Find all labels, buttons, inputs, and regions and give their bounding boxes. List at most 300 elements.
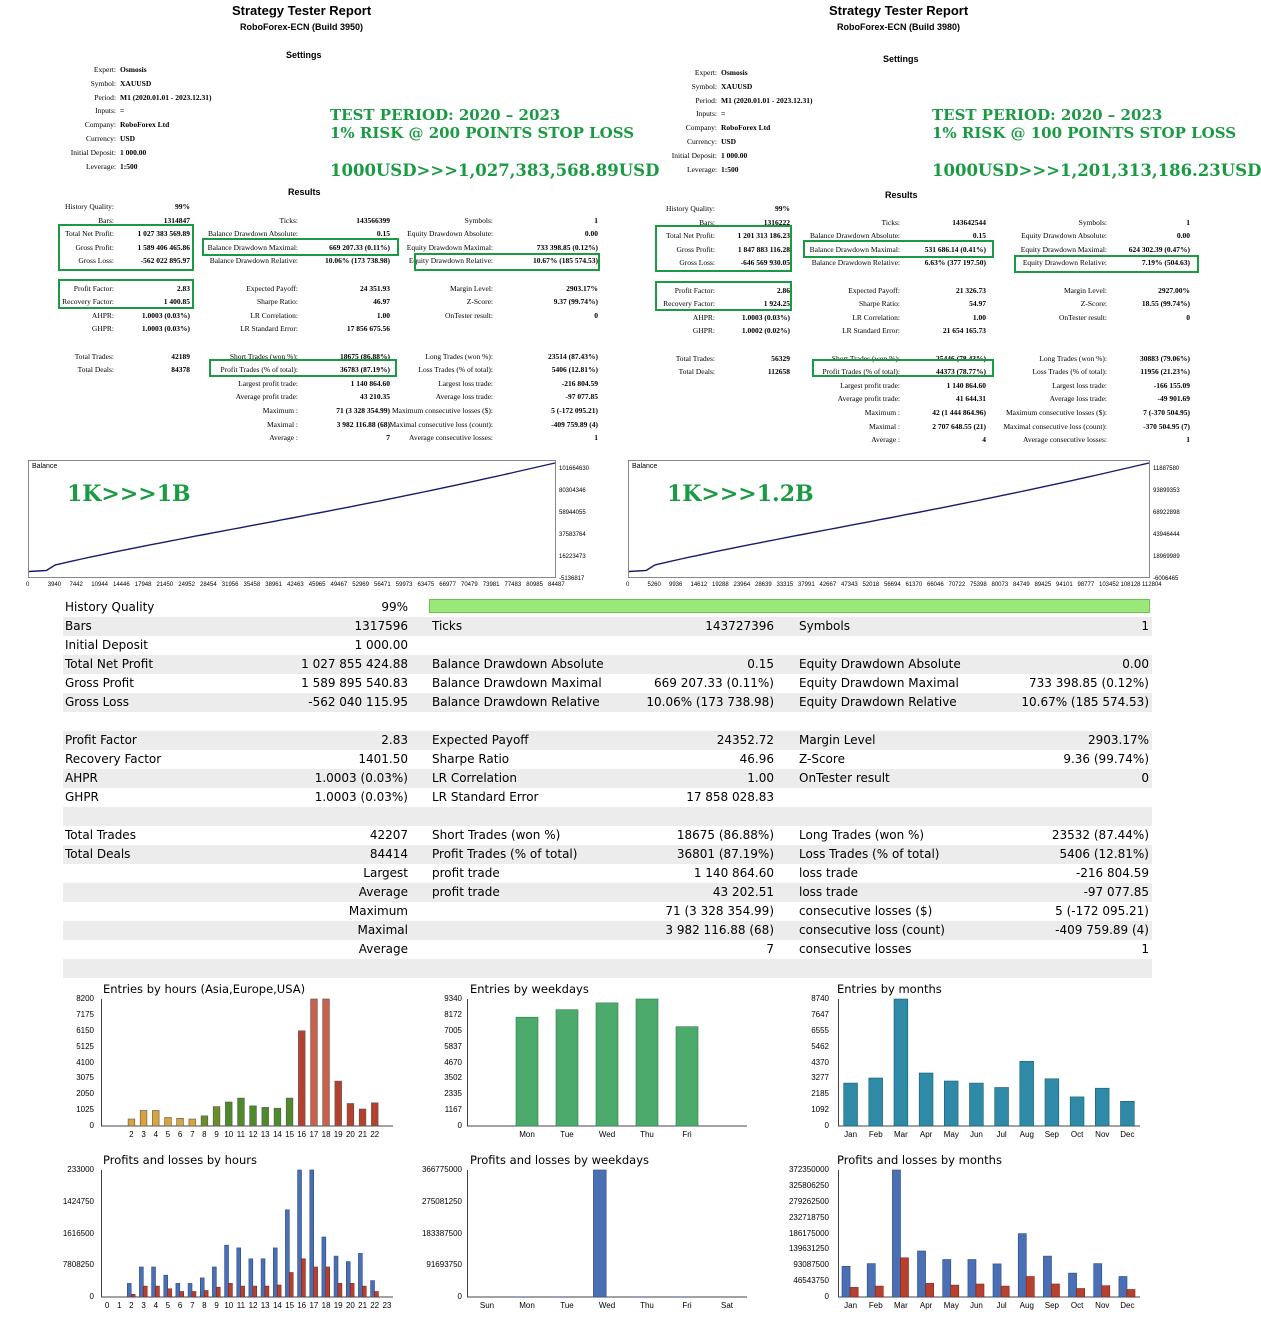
result-label: Maximal : bbox=[868, 421, 900, 431]
table-cell: GHPR bbox=[65, 790, 99, 804]
result-label: Balance Drawdown Relative: bbox=[811, 258, 900, 268]
table-cell: -97 077.85 bbox=[1083, 885, 1149, 899]
result-label: Loss Trades (% of total): bbox=[1032, 367, 1107, 377]
chart-axis bbox=[839, 999, 1141, 1126]
result-value: 99% bbox=[775, 204, 790, 213]
settings-row bbox=[40, 134, 135, 143]
balance-x-tick: 7442 bbox=[69, 582, 83, 588]
x-tick-label: Oct bbox=[1070, 1130, 1084, 1139]
result-label: Maximum : bbox=[864, 408, 900, 417]
result-value: 11956 (21.23%) bbox=[1140, 367, 1190, 377]
x-tick-label: 15 bbox=[285, 1301, 295, 1310]
settings-key: Initial Deposit: bbox=[671, 150, 717, 160]
table-cell: Equity Drawdown Relative bbox=[799, 695, 957, 709]
result-value: 143566399 bbox=[356, 215, 390, 225]
chart-plot bbox=[101, 999, 393, 1127]
highlight-box bbox=[58, 224, 194, 271]
result-label: Equity Drawdown Relative: bbox=[1022, 258, 1107, 268]
result-value: 9.37 (99.74%) bbox=[553, 297, 598, 307]
result-value: 1.00 bbox=[972, 312, 986, 322]
y-tick-label: 2185 bbox=[811, 1089, 829, 1099]
balance-x-tick: 66046 bbox=[927, 582, 944, 588]
result-label: AHPR: bbox=[91, 310, 114, 320]
settings-key: Inputs: bbox=[95, 106, 116, 116]
result-label: Z-Score: bbox=[1080, 299, 1107, 309]
balance-x-tick: 0 bbox=[26, 582, 30, 588]
balance-y-tick: 80304346 bbox=[559, 488, 586, 494]
balance-x-tick: 59973 bbox=[395, 582, 413, 588]
result-value: 0 bbox=[594, 310, 598, 320]
result-label: Profit Factor: bbox=[674, 285, 715, 295]
result-value: 733 398.85 (0.12%) bbox=[536, 242, 598, 252]
table-cell: 43 202.51 bbox=[712, 885, 774, 899]
loss-bar bbox=[229, 1283, 233, 1297]
balance-x-tick: 94101 bbox=[1056, 582, 1073, 588]
loss-bar bbox=[277, 1285, 281, 1297]
table-cell: 1 140 864.60 bbox=[693, 866, 774, 880]
result-label: Largest profit trade: bbox=[238, 378, 298, 388]
x-tick-label: 21 bbox=[358, 1301, 368, 1310]
table-row bbox=[63, 617, 1152, 636]
profit-bar bbox=[127, 1283, 131, 1297]
y-tick-label: 325806250 bbox=[788, 1180, 829, 1190]
result-value: 24 351.93 bbox=[360, 283, 390, 293]
result-value: 36783 (87.19%) bbox=[340, 365, 390, 375]
loss-bar bbox=[241, 1286, 245, 1297]
balance-label: Balance bbox=[32, 463, 58, 470]
loss-bar bbox=[1051, 1284, 1059, 1297]
table-cell: Largest bbox=[363, 866, 408, 880]
profit-bar bbox=[225, 1245, 229, 1297]
entries-bar bbox=[140, 1111, 147, 1127]
highlight-box bbox=[414, 253, 600, 271]
table-cell: loss trade bbox=[799, 885, 858, 899]
balance-label: Balance bbox=[632, 463, 658, 470]
x-tick-label: 22 bbox=[370, 1130, 380, 1139]
profit-bar bbox=[1094, 1264, 1102, 1297]
table-row bbox=[63, 902, 1152, 921]
y-tick-label: 8172 bbox=[444, 1009, 462, 1019]
table-cell: Maximal bbox=[357, 923, 408, 937]
result-value: 4 bbox=[982, 435, 986, 445]
loss-bar bbox=[1077, 1289, 1085, 1298]
balance-x-tick: 23964 bbox=[733, 582, 751, 588]
balance-x-tick: 0 bbox=[626, 582, 630, 588]
table-cell: 23532 (87.44%) bbox=[1051, 828, 1149, 842]
loss-bar bbox=[143, 1286, 147, 1297]
loss-bar bbox=[926, 1283, 934, 1297]
result-label: Average loss trade: bbox=[435, 392, 493, 402]
results-heading: Results bbox=[288, 187, 321, 197]
table-cell: Average bbox=[358, 942, 408, 956]
highlight-box bbox=[209, 359, 397, 377]
settings-row bbox=[40, 162, 138, 171]
entries-bar bbox=[944, 1081, 958, 1126]
profit-bar bbox=[593, 1170, 606, 1297]
x-tick-label: Dec bbox=[1120, 1130, 1135, 1139]
x-tick-label: 5 bbox=[165, 1130, 171, 1139]
table-cell: 9.36 (99.74%) bbox=[1063, 752, 1149, 766]
table-cell: Symbols bbox=[799, 619, 850, 633]
entries-bar bbox=[250, 1106, 257, 1126]
result-value: 54.97 bbox=[969, 299, 986, 309]
settings-key: Expert: bbox=[93, 65, 116, 74]
result-label: Margin Level: bbox=[1064, 285, 1107, 295]
result-value: 2.83 bbox=[176, 283, 190, 293]
x-tick-label: 8 bbox=[202, 1301, 207, 1310]
x-tick-label: 22 bbox=[370, 1301, 380, 1310]
settings-value: = bbox=[721, 109, 726, 119]
result-value: 42189 bbox=[171, 351, 190, 361]
entries-bar bbox=[311, 999, 318, 1126]
x-tick-label: Jan bbox=[844, 1301, 858, 1310]
settings-value: 1:500 bbox=[120, 161, 138, 171]
result-label: Balance Drawdown Absolute: bbox=[810, 231, 900, 241]
x-tick-label: 19 bbox=[333, 1130, 343, 1139]
profit-bar bbox=[285, 1210, 289, 1297]
table-cell: Equity Drawdown Maximal bbox=[799, 676, 959, 690]
balance-x-tick: 70479 bbox=[461, 582, 478, 588]
entries-bar bbox=[359, 1109, 366, 1126]
y-tick-label: 4670 bbox=[444, 1057, 462, 1067]
x-tick-label: Nov bbox=[1095, 1301, 1110, 1310]
y-tick-label: 0 bbox=[89, 1292, 94, 1301]
entries-bar bbox=[596, 1003, 618, 1126]
profit-bar bbox=[334, 1256, 338, 1297]
loss-bar bbox=[362, 1286, 366, 1297]
x-tick-label: 23 bbox=[382, 1301, 392, 1310]
y-tick-label: 3277 bbox=[811, 1073, 829, 1083]
report-subtitle: RoboForex-ECN (Build 3950) bbox=[240, 22, 364, 32]
result-value: 1 bbox=[594, 433, 598, 443]
x-tick-label: 19 bbox=[333, 1301, 343, 1310]
balance-x-tick: 21450 bbox=[156, 582, 174, 588]
profit-bar bbox=[164, 1275, 168, 1297]
y-tick-label: 1025 bbox=[76, 1105, 94, 1115]
profit-bar bbox=[152, 1267, 156, 1297]
table-cell: Initial Deposit bbox=[65, 638, 148, 652]
result-label: Balance Drawdown Relative: bbox=[209, 256, 298, 266]
result-label: Sharpe Ratio: bbox=[256, 297, 298, 307]
result-value: 2927.00% bbox=[1158, 285, 1190, 295]
y-tick-label: 0 bbox=[457, 1121, 462, 1130]
table-cell: 71 (3 328 354.99) bbox=[665, 904, 774, 918]
result-label: Total Net Profit: bbox=[64, 229, 114, 239]
settings-key: Period: bbox=[94, 92, 116, 102]
balance-x-tick: 61370 bbox=[905, 582, 923, 588]
table-row bbox=[63, 959, 1152, 978]
x-tick-label: Jan bbox=[844, 1130, 858, 1139]
settings-value: RoboForex Ltd bbox=[721, 123, 771, 133]
result-value: 46.97 bbox=[373, 297, 390, 307]
table-row bbox=[63, 598, 1152, 617]
loss-bar bbox=[338, 1283, 342, 1297]
entries-bar bbox=[262, 1107, 269, 1126]
results-row bbox=[600, 394, 1200, 407]
y-tick-label: 366775000 bbox=[421, 1165, 462, 1174]
table-cell: Sharpe Ratio bbox=[432, 752, 510, 766]
result-value: 143642544 bbox=[952, 217, 986, 227]
entries-bar bbox=[844, 1083, 858, 1126]
profit-bar bbox=[943, 1260, 951, 1298]
table-cell: History Quality bbox=[65, 600, 155, 614]
result-label: Total Trades: bbox=[675, 353, 715, 363]
balance-x-tick: 14446 bbox=[113, 582, 130, 588]
loss-bar bbox=[265, 1286, 269, 1297]
table-cell: consecutive losses ($) bbox=[799, 904, 933, 918]
settings-row bbox=[644, 151, 747, 160]
x-tick-label: Apr bbox=[919, 1130, 933, 1139]
balance-x-tick: 112804 bbox=[1142, 582, 1162, 588]
balance-x-tick: 10944 bbox=[91, 582, 108, 588]
balance-x-tick: 19288 bbox=[712, 582, 729, 588]
balance-x-tick: 17948 bbox=[134, 582, 152, 588]
loss-bar bbox=[951, 1285, 959, 1297]
result-value: 18.55 (99.74%) bbox=[1141, 299, 1190, 309]
balance-x-tick: 3940 bbox=[47, 582, 62, 588]
table-cell: 24352.72 bbox=[716, 733, 774, 747]
y-tick-label: 1167 bbox=[444, 1105, 462, 1115]
settings-key: Symbol: bbox=[90, 78, 116, 88]
loss-bar bbox=[375, 1292, 379, 1298]
results-row bbox=[0, 420, 600, 433]
result-value: 99% bbox=[175, 202, 190, 211]
settings-row bbox=[40, 120, 169, 129]
result-label: Average consecutive losses: bbox=[1023, 435, 1107, 445]
results-row bbox=[0, 392, 600, 405]
settings-value: RoboForex Ltd bbox=[120, 120, 170, 130]
table-cell: 669 207.33 (0.11%) bbox=[653, 676, 774, 690]
result-value: 25446 (78.43%) bbox=[936, 353, 986, 363]
settings-value: M1 (2020.01.01 - 2023.12.31) bbox=[721, 95, 813, 105]
x-tick-label: 15 bbox=[285, 1130, 295, 1139]
table-cell: Ticks bbox=[432, 619, 463, 633]
x-tick-label: Tue bbox=[560, 1130, 574, 1139]
y-tick-label: 232718750 bbox=[788, 1212, 829, 1222]
y-tick-label: 6150 bbox=[76, 1025, 94, 1035]
result-value: -166 155.09 bbox=[1153, 380, 1190, 390]
balance-x-tick: 84487 bbox=[548, 582, 565, 588]
result-label: Largest loss trade: bbox=[1052, 380, 1107, 390]
balance-y-tick: 93899353 bbox=[1153, 488, 1180, 494]
y-tick-label: 0 bbox=[824, 1121, 829, 1130]
results-row bbox=[600, 435, 1200, 448]
result-label: GHPR: bbox=[692, 326, 715, 336]
loss-bar bbox=[976, 1284, 984, 1297]
x-tick-label: 2 bbox=[129, 1130, 134, 1139]
x-tick-label: 8 bbox=[202, 1130, 207, 1139]
table-cell: 1 000.00 bbox=[354, 638, 408, 652]
settings-row bbox=[40, 148, 146, 157]
result-label: Recovery Factor: bbox=[62, 297, 114, 307]
chart-title: Entries by months bbox=[837, 982, 942, 996]
settings-row bbox=[644, 109, 725, 118]
table-cell: 0 bbox=[1141, 771, 1149, 785]
result-label: Balance Drawdown Absolute: bbox=[208, 229, 298, 239]
table-cell: profit trade bbox=[432, 866, 500, 880]
y-tick-label: 139631250 bbox=[788, 1244, 829, 1254]
x-tick-label: 12 bbox=[248, 1130, 258, 1139]
table-cell: 1 bbox=[1141, 942, 1149, 956]
result-label: Maximal consecutive loss (count): bbox=[1003, 421, 1107, 431]
table-row bbox=[63, 674, 1152, 693]
settings-key: Inputs: bbox=[696, 109, 717, 119]
result-label: Margin Level: bbox=[450, 283, 493, 293]
chart-plot bbox=[838, 999, 1140, 1127]
profit-bar bbox=[892, 1170, 900, 1297]
entries-bar bbox=[1121, 1101, 1135, 1126]
result-label: Total Deals: bbox=[678, 367, 715, 377]
balance-chart-right bbox=[628, 460, 1150, 578]
profit-bar bbox=[249, 1259, 253, 1297]
result-label: Maximum consecutive losses ($): bbox=[391, 406, 493, 415]
balance-y-tick: 101664630 bbox=[559, 466, 590, 472]
balance-y-tick: -6006465 bbox=[1153, 576, 1179, 582]
chart-plot bbox=[467, 999, 747, 1127]
results-row bbox=[0, 406, 600, 419]
x-tick-label: 4 bbox=[153, 1130, 159, 1139]
result-label: Balance Drawdown Maximal: bbox=[207, 242, 298, 252]
x-tick-label: Mar bbox=[894, 1130, 908, 1139]
result-value: -49 901.69 bbox=[1157, 394, 1190, 404]
result-label: Average consecutive losses: bbox=[409, 433, 493, 443]
result-value: 18675 (86.88%) bbox=[340, 351, 390, 361]
result-label: Gross Profit: bbox=[676, 244, 715, 254]
results-row bbox=[600, 204, 1200, 217]
balance-line bbox=[629, 463, 1149, 572]
result-label: Maximum consecutive losses ($): bbox=[1005, 408, 1107, 417]
x-tick-label: Mon bbox=[519, 1130, 535, 1139]
result-label: Average profit trade: bbox=[837, 394, 900, 404]
y-tick-label: 186175000 bbox=[788, 1228, 829, 1238]
settings-row bbox=[40, 93, 211, 102]
x-tick-label: 10 bbox=[224, 1301, 234, 1310]
result-label: History Quality: bbox=[666, 204, 715, 213]
result-value: 7 (-370 504.95) bbox=[1143, 408, 1190, 417]
profit-bar bbox=[1119, 1277, 1127, 1298]
table-cell: Profit Factor bbox=[65, 733, 137, 747]
table-cell: 2.83 bbox=[381, 733, 408, 747]
table-cell: Total Net Profit bbox=[65, 657, 154, 671]
entries-bar bbox=[177, 1118, 184, 1126]
result-label: LR Correlation: bbox=[852, 312, 900, 322]
profit-bar bbox=[200, 1278, 204, 1297]
result-label: Recovery Factor: bbox=[663, 299, 715, 309]
result-value: 1 bbox=[1186, 435, 1190, 445]
balance-x-tick: 9936 bbox=[669, 582, 683, 588]
loss-bar bbox=[875, 1286, 883, 1297]
settings-row bbox=[40, 106, 124, 115]
balance-x-tick: 31956 bbox=[221, 582, 239, 588]
entries-bar bbox=[1020, 1061, 1034, 1126]
entries-bar bbox=[165, 1118, 172, 1127]
entries-bar bbox=[225, 1102, 232, 1126]
profit-bar bbox=[867, 1264, 875, 1297]
table-row bbox=[63, 731, 1152, 750]
loss-bar bbox=[289, 1273, 293, 1298]
entries-bar bbox=[516, 1017, 538, 1126]
result-label: LR Standard Error: bbox=[842, 326, 900, 336]
x-tick-label: 3 bbox=[141, 1301, 146, 1310]
result-value: 6.63% (377 197.50) bbox=[924, 258, 986, 268]
y-tick-label: 7808250 bbox=[62, 1260, 94, 1270]
balance-overlay: 1K>>>1.2B bbox=[667, 481, 814, 507]
overlay-risk: 1% RISK @ 100 POINTS STOP LOSS bbox=[932, 124, 1237, 142]
settings-value: XAUUSD bbox=[120, 78, 152, 88]
balance-x-tick: 56471 bbox=[374, 582, 391, 588]
result-label: Long Trades (won %): bbox=[1039, 353, 1107, 363]
result-value: 1 201 313 186.23 bbox=[737, 231, 790, 241]
y-tick-label: 7175 bbox=[76, 1009, 94, 1019]
x-tick-label: 1 bbox=[117, 1301, 122, 1310]
profit-bar bbox=[842, 1266, 850, 1297]
result-label: Gross Loss: bbox=[679, 258, 715, 268]
settings-key: Leverage: bbox=[687, 164, 717, 174]
result-label: GHPR: bbox=[91, 324, 114, 334]
x-tick-label: 14 bbox=[272, 1301, 282, 1310]
table-cell: 1317596 bbox=[354, 619, 408, 633]
chart-title: Entries by weekdays bbox=[470, 982, 589, 996]
x-tick-label: Fri bbox=[682, 1130, 692, 1139]
result-value: 1.0003 (0.03%) bbox=[741, 312, 790, 322]
x-tick-label: Feb bbox=[868, 1301, 883, 1310]
loss-bar bbox=[168, 1289, 172, 1297]
overlay-period: TEST PERIOD: 2020 – 2023 bbox=[330, 106, 561, 124]
entries-bar bbox=[1095, 1088, 1109, 1126]
result-value: 1 847 883 116.28 bbox=[737, 244, 790, 254]
result-value: 7 bbox=[386, 433, 390, 443]
profit-bar bbox=[1043, 1256, 1051, 1297]
balance-x-tick: 80985 bbox=[526, 582, 543, 588]
profit-bar bbox=[176, 1283, 180, 1297]
x-tick-label: Wed bbox=[598, 1301, 616, 1310]
result-label: Bars: bbox=[699, 217, 715, 227]
result-value: 1.00 bbox=[376, 310, 390, 320]
x-tick-label: 7 bbox=[190, 1301, 195, 1310]
balance-y-tick: -5136817 bbox=[559, 576, 585, 582]
result-value: 0.00 bbox=[1176, 231, 1190, 241]
table-cell: AHPR bbox=[65, 771, 98, 785]
loss-bar bbox=[900, 1258, 908, 1297]
result-label: Average : bbox=[269, 433, 298, 443]
balance-x-tick: 35458 bbox=[243, 582, 261, 588]
result-value: 42 (1 444 864.96) bbox=[932, 408, 986, 417]
entries-bar bbox=[201, 1116, 208, 1126]
settings-key: Leverage: bbox=[86, 161, 116, 171]
x-tick-label: 20 bbox=[345, 1301, 355, 1310]
settings-row bbox=[644, 96, 812, 105]
settings-heading: Settings bbox=[883, 54, 919, 64]
result-value: 23514 (87.43%) bbox=[548, 351, 598, 361]
x-tick-label: 7 bbox=[190, 1130, 195, 1139]
result-value: 1.0003 (0.03%) bbox=[141, 324, 190, 334]
y-tick-label: 8200 bbox=[76, 994, 94, 1003]
chart-title: Profits and losses by hours bbox=[103, 1153, 257, 1167]
chart-plot bbox=[467, 1170, 747, 1298]
table-row bbox=[63, 750, 1152, 769]
entries-bar bbox=[556, 1010, 578, 1126]
y-tick-label: 4100 bbox=[76, 1057, 94, 1067]
result-value: 1 bbox=[594, 215, 598, 225]
x-tick-label: Aug bbox=[1019, 1301, 1034, 1310]
table-cell: loss trade bbox=[799, 866, 858, 880]
result-value: 71 (3 328 354.99) bbox=[336, 406, 390, 415]
loss-bar bbox=[350, 1283, 354, 1297]
highlight-box bbox=[58, 279, 194, 309]
profit-bar bbox=[1069, 1273, 1077, 1297]
result-value: 10.06% (173 738.98) bbox=[325, 256, 390, 266]
table-cell: consecutive losses bbox=[799, 942, 912, 956]
